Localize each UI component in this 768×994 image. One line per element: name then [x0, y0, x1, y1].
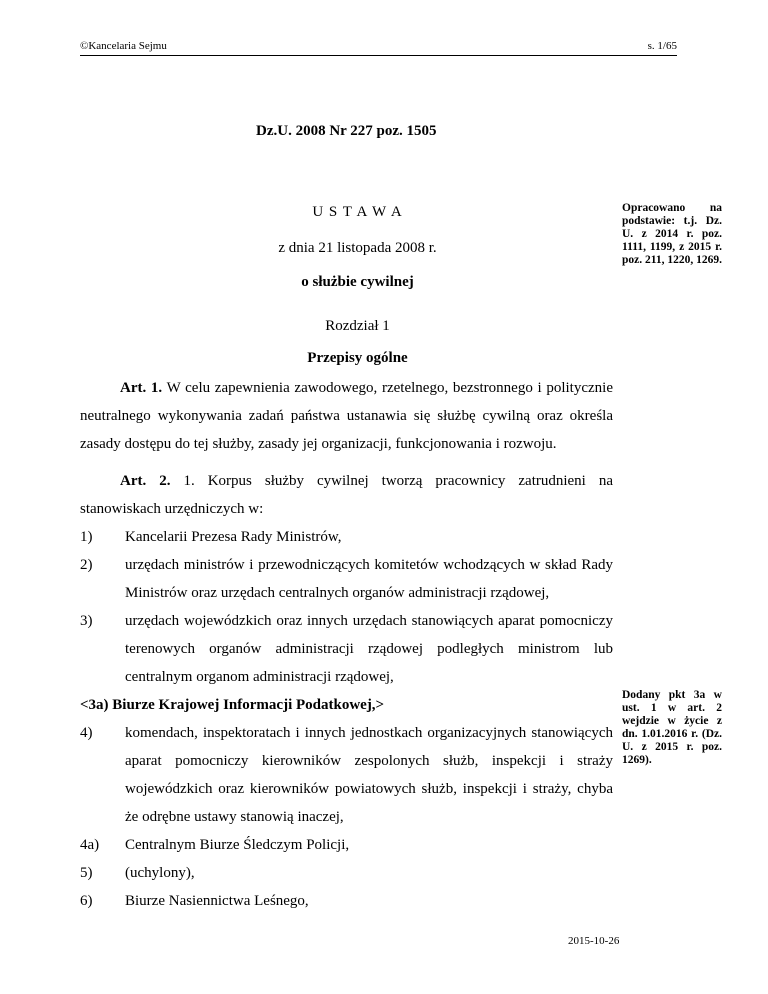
- list-item-number: 5): [80, 865, 93, 881]
- list-item-text: komendach, inspektoratach i innych jednostkach organizacyjnych stanowiących aparat pomocniczy kierowników zespolonych służb, inspekcji i straży wojewódzkich oraz kierowników powiatowych służb, inspekcji i straży, chyba że odrębne ustawy stanowią inaczej,: [125, 725, 613, 825]
- list-item: [80, 859, 613, 887]
- list-item-text: (uchylony),: [125, 865, 195, 881]
- document-date: z dnia 21 listopada 2008 r.: [278, 240, 437, 256]
- document-reference: Dz.U. 2008 Nr 227 poz. 1505: [256, 123, 437, 139]
- list-item: [80, 719, 613, 831]
- side-note-amendment: Dodany pkt 3a w ust. 1 w art. 2 wejdzie w życie z dn. 1.01.2016 r. (Dz. U. z 2015 r. poz. 1269).: [622, 689, 722, 766]
- header-divider: [80, 55, 677, 56]
- chapter-heading: Rozdział 1: [325, 318, 390, 334]
- article-1-text: W celu zapewnienia zawodowego, rzetelnego, bezstronnego i politycznie neutralnego wykonywania zadań państwa ustanawia się służbę cywilną oraz określa zasady dostępu do tej służby, zasady jej organizacji, funkcjonowania i rozwoju.: [80, 380, 613, 452]
- list-item: [80, 523, 613, 551]
- list-item-number: 1): [80, 529, 93, 545]
- list-item-number: 4): [80, 725, 93, 741]
- list-item: [80, 831, 613, 859]
- header-page-number: s. 1/65: [647, 40, 677, 52]
- article-2-intro-text: 1. Korpus służby cywilnej tworzą pracownicy zatrudnieni na stanowiskach urzędniczych w:: [80, 473, 613, 517]
- document-body: [80, 374, 613, 915]
- list-item-number: 2): [80, 557, 93, 573]
- article-2-label: Art. 2.: [120, 473, 171, 489]
- list-item-text: urzędach ministrów i przewodniczących komitetów wchodzących w skład Rady Ministrów oraz urzędach centralnych organów administracji rządowej,: [125, 557, 613, 601]
- article-1-label: Art. 1.: [120, 380, 163, 396]
- list-item-text: Centralnym Biurze Śledczym Policji,: [125, 837, 350, 853]
- list-item-text: urzędach wojewódzkich oraz innych urzędach stanowiących aparat pomocniczy terenowych organów administracji rządowej podległych ministrom lub centralnym organom administracji rządowej,: [125, 613, 613, 685]
- list-item-number: 3): [80, 613, 93, 629]
- document-subject: o służbie cywilnej: [301, 274, 414, 290]
- chapter-title: Przepisy ogólne: [307, 350, 408, 366]
- list-item-text: Kancelarii Prezesa Rady Ministrów,: [125, 529, 342, 545]
- list-item-text: Biurze Nasiennictwa Leśnego,: [125, 893, 309, 909]
- footer-date: 2015-10-26: [568, 935, 620, 947]
- list-item: [80, 607, 613, 691]
- list-item-number: 6): [80, 893, 93, 909]
- document-title: U S T A W A: [312, 204, 403, 220]
- article-2-intro: [80, 467, 613, 523]
- inserted-item-3a: <3a) Biurze Krajowej Informacji Podatkowej,>: [80, 697, 385, 713]
- header-publisher: ©Kancelaria Sejmu: [80, 40, 167, 52]
- article-1: [80, 374, 613, 458]
- list-item-number: 4a): [80, 837, 100, 853]
- list-item: [80, 887, 613, 915]
- side-note-source: Opracowano na podstawie: t.j. Dz. U. z 2014 r. poz. 1111, 1199, z 2015 r. poz. 211, 1220, 1269.: [622, 202, 722, 266]
- list-item: [80, 551, 613, 607]
